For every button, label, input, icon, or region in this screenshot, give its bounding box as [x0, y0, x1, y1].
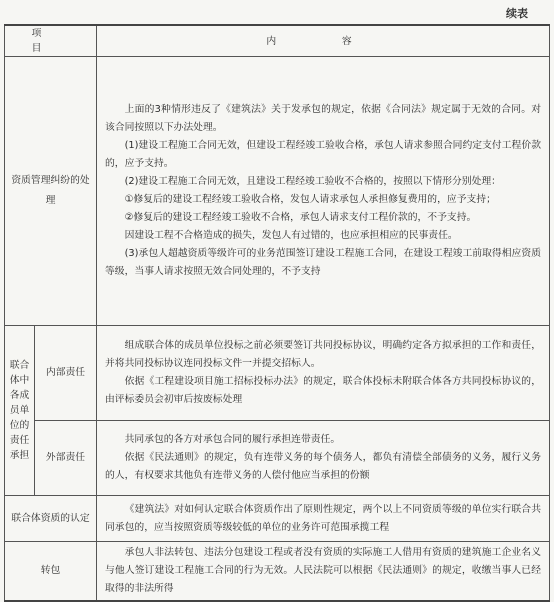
table-header-row	[5, 25, 550, 57]
paragraph: 组成联合体的成员单位投标之前必须要签订共同投标协议，明确约定各方拟承担的工作和责任，并将共同投标协议连同投标文件一并提交招标人。	[105, 340, 541, 369]
paragraph: ②修复后的建设工程经竣工验收不合格，承包人请求支付工程价款的，不予支持。	[124, 212, 477, 223]
paragraph: 共同承包的各方对承包合同的履行承担连带责任。	[124, 434, 341, 445]
paragraph: (3)承包人超越资质等级许可的业务范围签订建设工程施工合同，在建设工程竣工前取得相应资质等级，当事人请求按照无效合同处理的，不予支持	[105, 248, 541, 277]
table-row-determination	[5, 496, 550, 542]
paragraph: 《建筑法》对如何认定联合体资质作出了原则性规定，两个以上不同资质等级的单位实行联合共同承包的，应当按照资质等级较低的单位的业务许可范围承揽工程	[105, 503, 541, 533]
row-content-subcontract	[97, 542, 550, 602]
row-label-qualification: 资质管理纠纷的处理	[5, 57, 97, 326]
sub-label-external: 外部责任	[35, 421, 97, 496]
paragraph: 依据《民法通则》的规定，负有连带义务的每个债务人，都负有清偿全部债务的义务，履行义务的人，有权要求其他负有连带义务的人偿付他应当承担的份额	[105, 452, 541, 481]
sub-label-internal: 内部责任	[35, 326, 97, 421]
continued-label: 续表	[506, 7, 528, 20]
header-item: 项 目	[5, 25, 97, 57]
table-row-internal	[5, 326, 550, 421]
paragraph: (1)建设工程施工合同无效，但建设工程经竣工验收合格，承包人请求参照合同约定支付工程价款的，应予支持。	[105, 140, 541, 169]
table-row-external	[5, 421, 550, 496]
table-row-subcontract	[5, 542, 550, 602]
row-content-internal	[97, 326, 550, 421]
row-content-determination	[97, 496, 550, 542]
header-content: 内 容	[97, 25, 550, 57]
row-label-consortium: 联合体中各成员单位的责任承担	[5, 326, 35, 496]
paragraph: 因建设工程不合格造成的损失，发包人有过错的，也应承担相应的民事责任。	[124, 230, 458, 241]
paragraph: 依据《工程建设项目施工招标投标办法》的规定，联合体投标未附联合体各方共同投标协议的，由评标委员会初审后按废标处理	[105, 376, 541, 405]
paragraph: ①修复后的建设工程经竣工验收合格，发包人请求承包人承担修复费用的，应予支持；	[124, 194, 496, 205]
paragraph: (2)建设工程施工合同无效，且建设工程经竣工验收不合格的，按照以下情形分别处理：	[124, 176, 501, 187]
row-content-qualification	[97, 57, 550, 326]
row-label-subcontract: 转包	[5, 542, 97, 602]
table-row-qualification	[5, 57, 550, 326]
row-label-determination: 联合体资质的认定	[5, 496, 97, 542]
paragraph: 承包人非法转包、违法分包建设工程或者没有资质的实际施工人借用有资质的建筑施工企业名义与他人签订建设工程施工合同的行为无效。人民法院可以根据《民法通则》的规定，收缴当事人已经取得的非法所得	[105, 547, 541, 594]
paragraph: 上面的3种情形违反了《建筑法》关于发承包的规定，依据《合同法》规定属于无效的合同。对该合同按照以下办法处理。	[105, 104, 541, 133]
content-table	[4, 24, 550, 602]
row-content-external	[97, 421, 550, 496]
